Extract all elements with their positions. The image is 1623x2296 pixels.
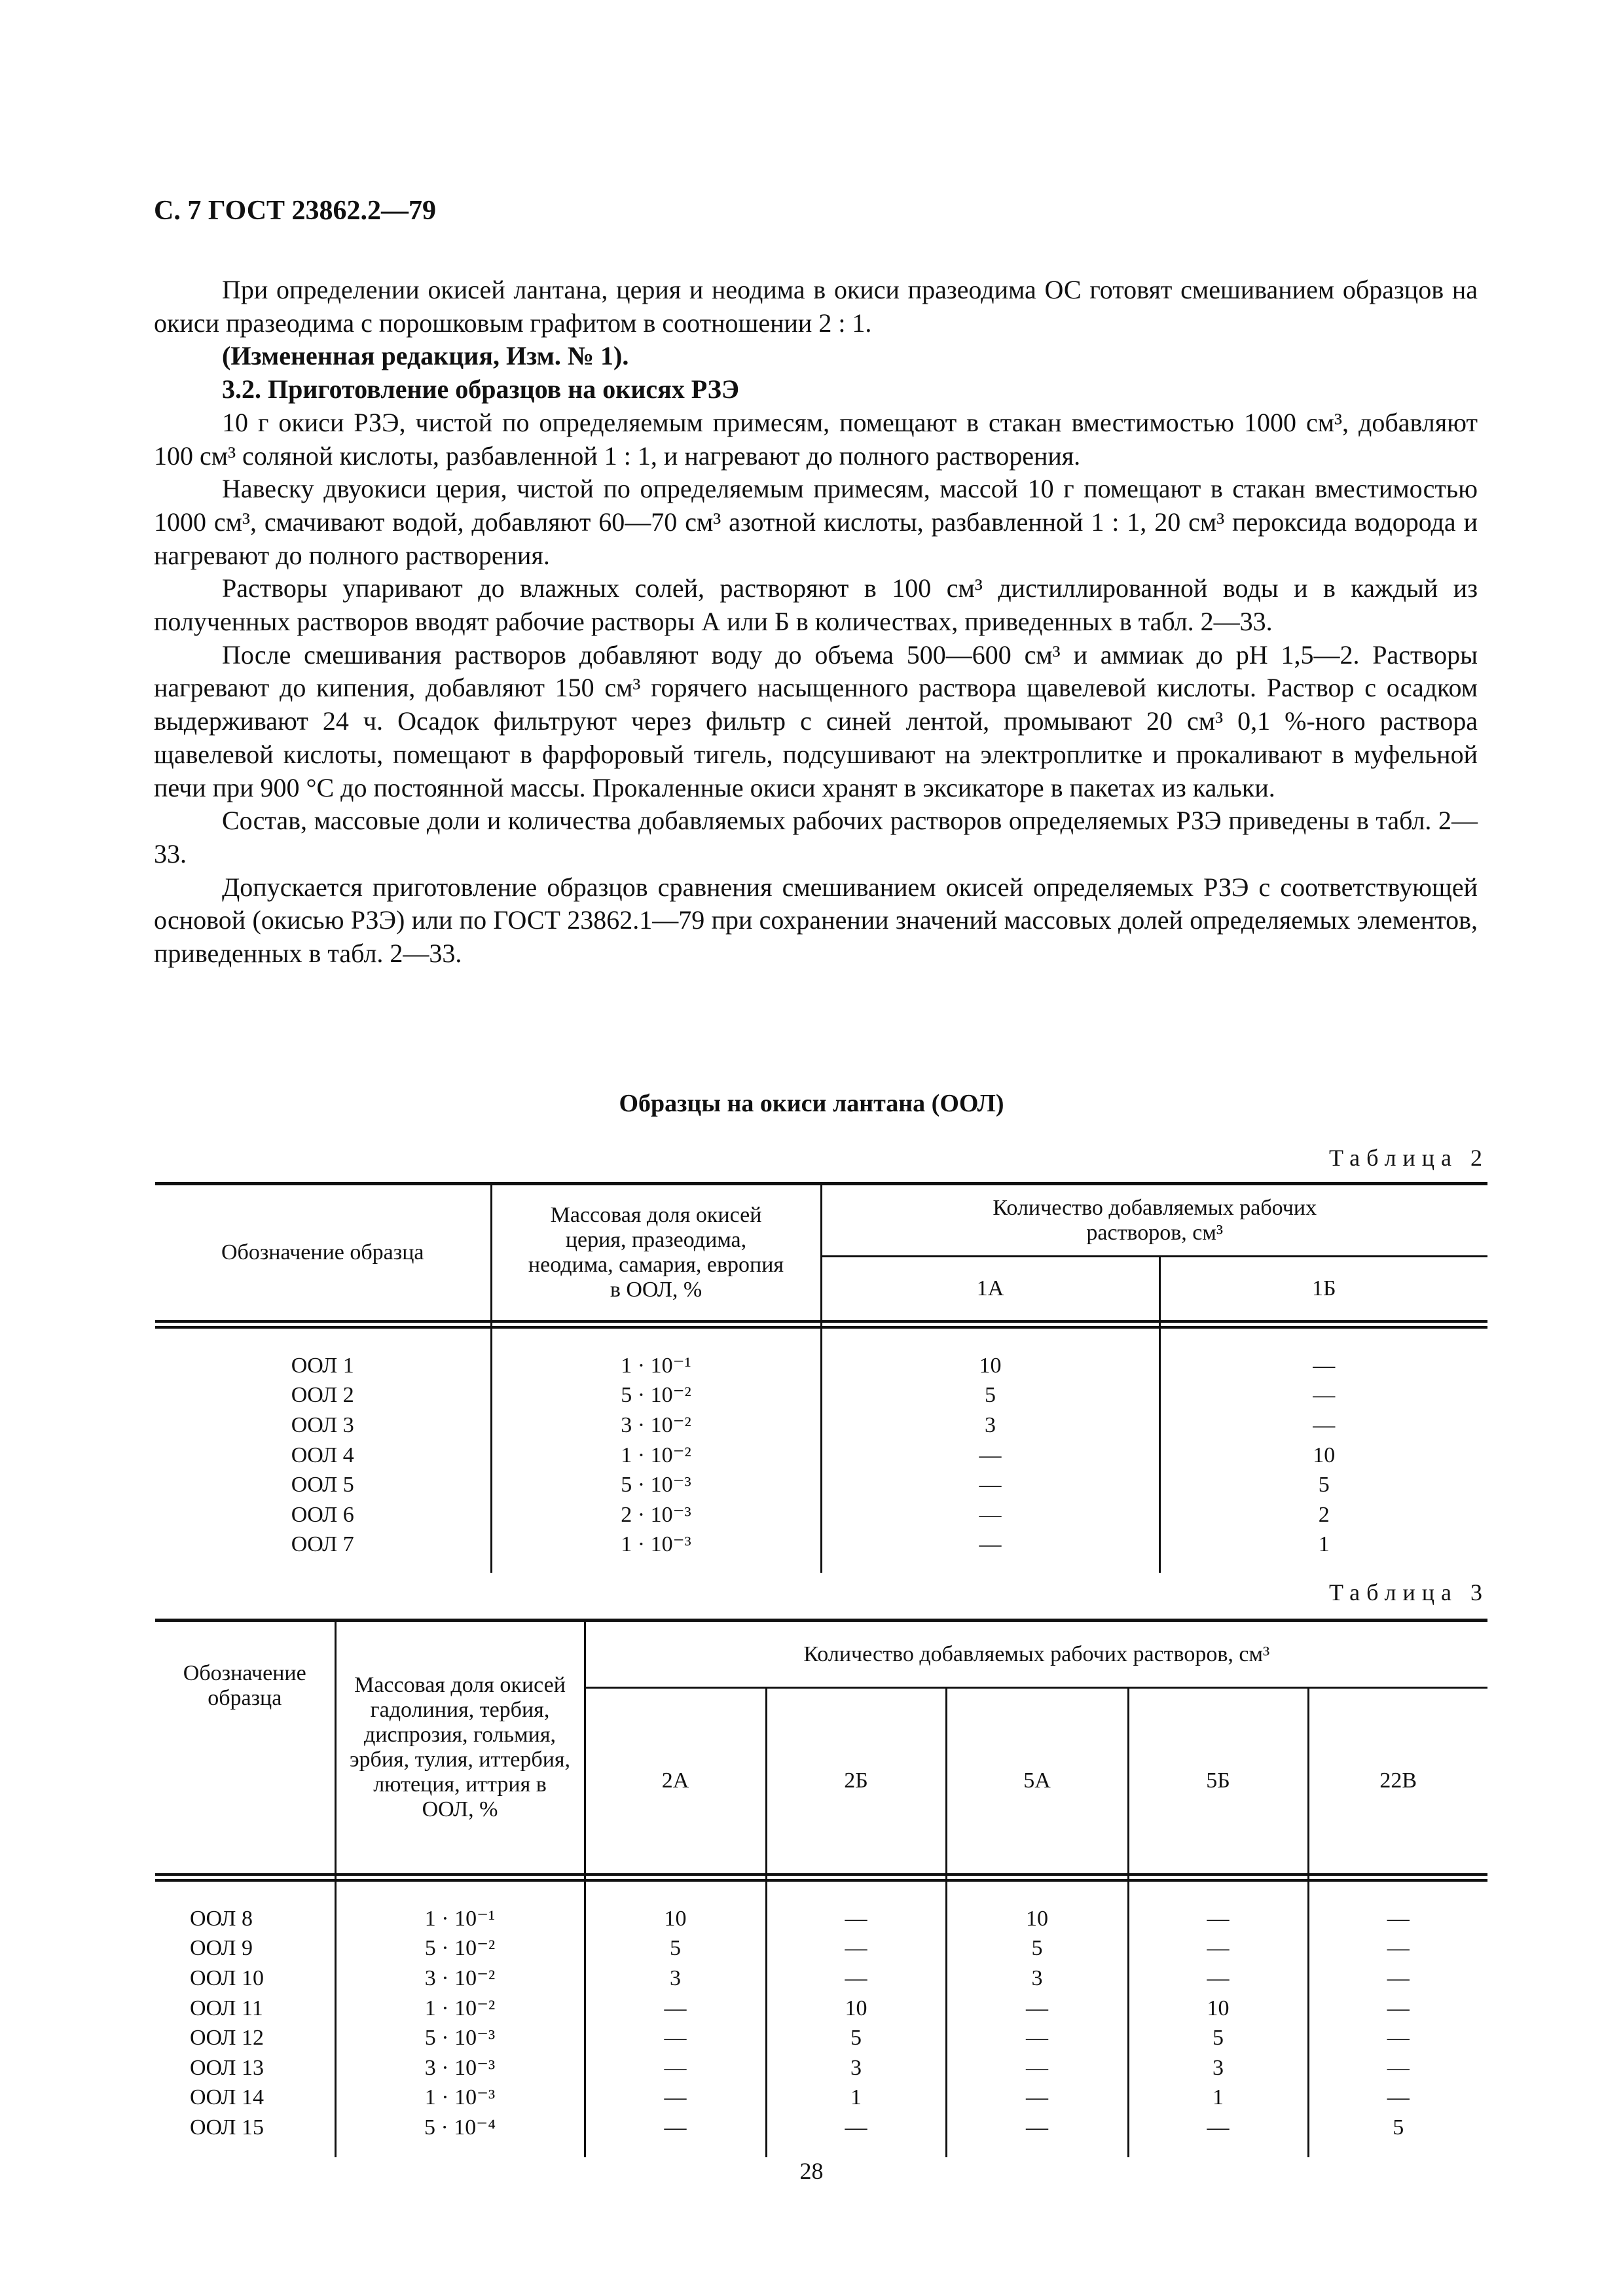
solution-amount-cell: — (766, 1934, 946, 1964)
spacer-cell (491, 1327, 821, 1351)
paragraph: При определении окисей лантана, церия и неодима в окиси празеодима ОС готовят смешиванием образцов на окиси празеодима с порошковым графитом в соотношении 2 : 1. (154, 275, 1478, 338)
solution-amount-cell: 5 (946, 1934, 1128, 1964)
solution-amount-cell: 1 (1128, 2083, 1308, 2113)
mass-fraction-cell: 5 · 10⁻² (335, 1934, 585, 1964)
solution-amount-cell: 10 (946, 1904, 1128, 1934)
solution-amount-cell: 5 (1159, 1470, 1487, 1500)
column-header-22v: 22В (1308, 1688, 1487, 1874)
solution-amount-cell: 5 (1308, 2113, 1487, 2143)
table-row (155, 2113, 1487, 2143)
sample-id-cell: ООЛ 14 (190, 2085, 264, 2110)
spacer-cell (155, 1560, 491, 1573)
solution-amount-cell: 1 (766, 2083, 946, 2113)
spacer-cell (335, 2143, 585, 2157)
paragraph: После смешивания растворов добавляют воду до объема 500—600 см³ и аммиак до рН 1,5—2. Растворы нагревают до кипения, добавляют 150 см³ горячего насыщенного раствора щавелевой кислоты. Раствор с осадком выдерживают 24 ч. Осадок фильтруют через фильтр с синей лентой, промывают 20 см³ 0,1 %-ного раствора щавелевой кислоты, помещают в фарфоровый тигель, подсушивают на электроплитке и прокаливают в муфельной печи при 900 °С до постоянной массы. Прокаленные окиси хранят в эксикаторе в пакетах из кальки. (154, 639, 1478, 802)
solution-amount-cell: 5 (821, 1381, 1159, 1411)
solution-amount-cell: 3 (946, 1964, 1128, 1994)
table-row (155, 1530, 1487, 1560)
paragraph: 10 г окиси РЗЭ, чистой по определяемым примесям, помещают в стакан вместимостью 1000 см³, добавляют 100 см³ соляной кислоты, разбавленной 1 : 1, и нагревают до полного растворения. (154, 407, 1478, 471)
table-2-label: Таблица 2 (1329, 1145, 1489, 1171)
solution-amount-cell: 5 (1128, 2023, 1308, 2053)
solution-amount-cell: — (1128, 1904, 1308, 1934)
spacer-cell (585, 1880, 766, 1904)
sample-id-cell: ООЛ 15 (190, 2115, 264, 2140)
mass-fraction-cell: 5 · 10⁻³ (491, 1470, 821, 1500)
sample-id-cell: ООЛ 5 (291, 1473, 354, 1498)
column-header-2b: 2Б (766, 1688, 946, 1874)
table-3-label: Таблица 3 (1329, 1579, 1489, 1605)
sample-id-cell: ООЛ 11 (190, 1996, 263, 2020)
mass-fraction-cell: 1 · 10⁻¹ (491, 1351, 821, 1381)
table-row (155, 1441, 1487, 1471)
spacer-cell (946, 2143, 1128, 2157)
spacer-cell (821, 1327, 1159, 1351)
spacer-cell (1308, 2143, 1487, 2157)
solution-amount-cell: — (946, 2113, 1128, 2143)
column-header-mass-fraction: Массовая доля окисей церия, празеодима, неодима, самария, европия в ООЛ, % (491, 1184, 821, 1322)
solution-amount-cell: — (1308, 1964, 1487, 1994)
solution-amount-cell: 10 (1159, 1441, 1487, 1471)
paragraph: Навеску двуокиси церия, чистой по определяемым примесям, массой 10 г помещают в стакан вместимостью 1000 см³, смачивают водой, добавляют 60—70 см³ азотной кислоты, разбавленной 1 : 1, 20 см³ пероксида водорода и нагревают до полного растворения. (154, 474, 1478, 570)
solution-amount-cell: — (1159, 1410, 1487, 1441)
solution-amount-cell: — (1308, 1994, 1487, 2024)
page-number: 28 (799, 2158, 824, 2184)
solution-amount-cell: — (1159, 1351, 1487, 1381)
spacer-cell (1159, 1560, 1487, 1573)
column-header-5a: 5А (946, 1688, 1128, 1874)
spacer-cell (821, 1560, 1159, 1573)
mass-fraction-cell: 2 · 10⁻³ (491, 1500, 821, 1530)
solution-amount-cell: — (1159, 1381, 1487, 1411)
table-row (155, 2053, 1487, 2083)
solution-amount-cell: 10 (766, 1994, 946, 2024)
spacer-cell (155, 1327, 491, 1351)
spacer-cell (585, 2143, 766, 2157)
amendment-note: (Измененная редакция, Изм. № 1). (222, 341, 629, 371)
column-header-1a: 1А (821, 1257, 1159, 1322)
mass-fraction-cell: 1 · 10⁻² (335, 1994, 585, 2024)
column-header-1b: 1Б (1159, 1257, 1487, 1322)
body-text (154, 274, 1478, 971)
table-2 (155, 1182, 1487, 1573)
mass-fraction-cell: 5 · 10⁻⁴ (335, 2113, 585, 2143)
table-row (155, 2083, 1487, 2113)
solution-amount-cell: — (1308, 1934, 1487, 1964)
solution-amount-cell: — (1128, 1934, 1308, 1964)
solution-amount-cell: 1 (1159, 1530, 1487, 1560)
mass-fraction-cell: 1 · 10⁻² (491, 1441, 821, 1471)
solution-amount-cell: — (1308, 1904, 1487, 1934)
solution-amount-cell: 5 (585, 1934, 766, 1964)
spacer-cell (491, 1560, 821, 1573)
solution-amount-cell: — (1308, 2053, 1487, 2083)
solution-amount-cell: — (585, 2053, 766, 2083)
table-row (155, 1381, 1487, 1411)
sample-id-cell: ООЛ 12 (190, 2026, 264, 2051)
solution-amount-cell: 10 (585, 1904, 766, 1934)
mass-fraction-cell: 3 · 10⁻² (335, 1964, 585, 1994)
solution-amount-cell: — (585, 1994, 766, 2024)
solution-amount-cell: — (1128, 2113, 1308, 2143)
solution-amount-cell: — (585, 2113, 766, 2143)
table-3 (155, 1619, 1487, 2157)
table-row (155, 1904, 1487, 1934)
solution-amount-cell: 3 (1128, 2053, 1308, 2083)
spacer-cell (155, 2143, 335, 2157)
solution-amount-cell: — (821, 1441, 1159, 1471)
mass-fraction-cell: 5 · 10⁻³ (335, 2023, 585, 2053)
mass-fraction-cell: 5 · 10⁻² (491, 1381, 821, 1411)
table-row (155, 1351, 1487, 1381)
paragraph: Растворы упаривают до влажных солей, растворяют в 100 см³ дистиллированной воды и в каждый из полученных растворов вводят рабочие растворы А или Б в количествах, приведенных в табл. 2—33. (154, 573, 1478, 637)
spacer-cell (766, 2143, 946, 2157)
solution-amount-cell: 3 (766, 2053, 946, 2083)
mass-fraction-cell: 1 · 10⁻³ (335, 2083, 585, 2113)
solution-amount-cell: 2 (1159, 1500, 1487, 1530)
column-header-mass-fraction: Массовая доля окисей гадолиния, тербия, диспрозия, гольмия, эрбия, тулия, иттербия, лютеция, иттрия в ООЛ, % (335, 1621, 585, 1875)
table-row (155, 1500, 1487, 1530)
spacer-cell (1308, 1880, 1487, 1904)
solution-amount-cell: — (946, 2023, 1128, 2053)
solution-amount-cell: — (821, 1470, 1159, 1500)
table-row (155, 1934, 1487, 1964)
solution-amount-cell: — (946, 1994, 1128, 2024)
spacer-cell (1128, 1880, 1308, 1904)
sample-id-cell: ООЛ 1 (291, 1353, 354, 1378)
column-header-2a: 2А (585, 1688, 766, 1874)
solution-amount-cell: — (766, 2113, 946, 2143)
solution-amount-cell: — (821, 1530, 1159, 1560)
solution-amount-cell: — (766, 1904, 946, 1934)
solution-amount-cell: 3 (821, 1410, 1159, 1441)
solution-amount-cell: — (946, 2083, 1128, 2113)
solution-amount-cell: 10 (821, 1351, 1159, 1381)
spacer-cell (1159, 1327, 1487, 1351)
section-heading: 3.2. Приготовление образцов на окисях РЗЭ (222, 374, 739, 404)
solution-amount-cell: — (946, 2053, 1128, 2083)
table-row (155, 1964, 1487, 1994)
table-row (155, 1994, 1487, 2024)
column-header-sample: Обозначение образца (155, 1621, 335, 1875)
solution-amount-cell: — (1128, 1964, 1308, 1994)
sample-id-cell: ООЛ 9 (190, 1936, 253, 1961)
sample-id-cell: ООЛ 6 (291, 1502, 354, 1527)
solution-amount-cell: — (585, 2083, 766, 2113)
table-row (155, 2023, 1487, 2053)
column-header-solutions: Количество добавляемых рабочих растворов, см³ (821, 1184, 1487, 1257)
solution-amount-cell: — (821, 1500, 1159, 1530)
column-header-5b: 5Б (1128, 1688, 1308, 1874)
sample-id-cell: ООЛ 4 (291, 1443, 354, 1467)
sample-id-cell: ООЛ 2 (291, 1383, 354, 1408)
spacer-cell (766, 1880, 946, 1904)
sample-id-cell: ООЛ 3 (291, 1412, 354, 1437)
spacer-cell (946, 1880, 1128, 1904)
mass-fraction-cell: 3 · 10⁻² (491, 1410, 821, 1441)
mass-fraction-cell: 1 · 10⁻³ (491, 1530, 821, 1560)
mass-fraction-cell: 3 · 10⁻³ (335, 2053, 585, 2083)
sample-id-cell: ООЛ 13 (190, 2055, 264, 2080)
page-header: С. 7 ГОСТ 23862.2—79 (154, 196, 437, 226)
sample-id-cell: ООЛ 7 (291, 1532, 354, 1557)
table-row (155, 1410, 1487, 1441)
column-header-sample: Обозначение образца (155, 1184, 491, 1322)
paragraph: Состав, массовые доли и количества добавляемых рабочих растворов определяемых РЗЭ приведены в табл. 2—33. (154, 806, 1478, 869)
solution-amount-cell: 10 (1128, 1994, 1308, 2024)
solution-amount-cell: — (766, 1964, 946, 1994)
solution-amount-cell: 5 (766, 2023, 946, 2053)
spacer-cell (155, 1880, 335, 1904)
sample-id-cell: ООЛ 8 (190, 1906, 253, 1931)
mass-fraction-cell: 1 · 10⁻¹ (335, 1904, 585, 1934)
sample-id-cell: ООЛ 10 (190, 1965, 264, 1990)
solution-amount-cell: — (585, 2023, 766, 2053)
table-row (155, 1470, 1487, 1500)
spacer-cell (335, 1880, 585, 1904)
solution-amount-cell: — (1308, 2023, 1487, 2053)
section-caption: Образцы на окиси лантана (ООЛ) (619, 1090, 1004, 1117)
solution-amount-cell: — (1308, 2083, 1487, 2113)
paragraph: Допускается приготовление образцов сравнения смешиванием окисей определяемых РЗЭ с соответствующей основой (окисью РЗЭ) или по ГОСТ 23862.1—79 при сохранении значений массовых долей определяемых элементов, приведенных в табл. 2—33. (154, 872, 1478, 969)
column-header-solutions: Количество добавляемых рабочих растворов, см³ (585, 1621, 1487, 1688)
spacer-cell (1128, 2143, 1308, 2157)
solution-amount-cell: 3 (585, 1964, 766, 1994)
